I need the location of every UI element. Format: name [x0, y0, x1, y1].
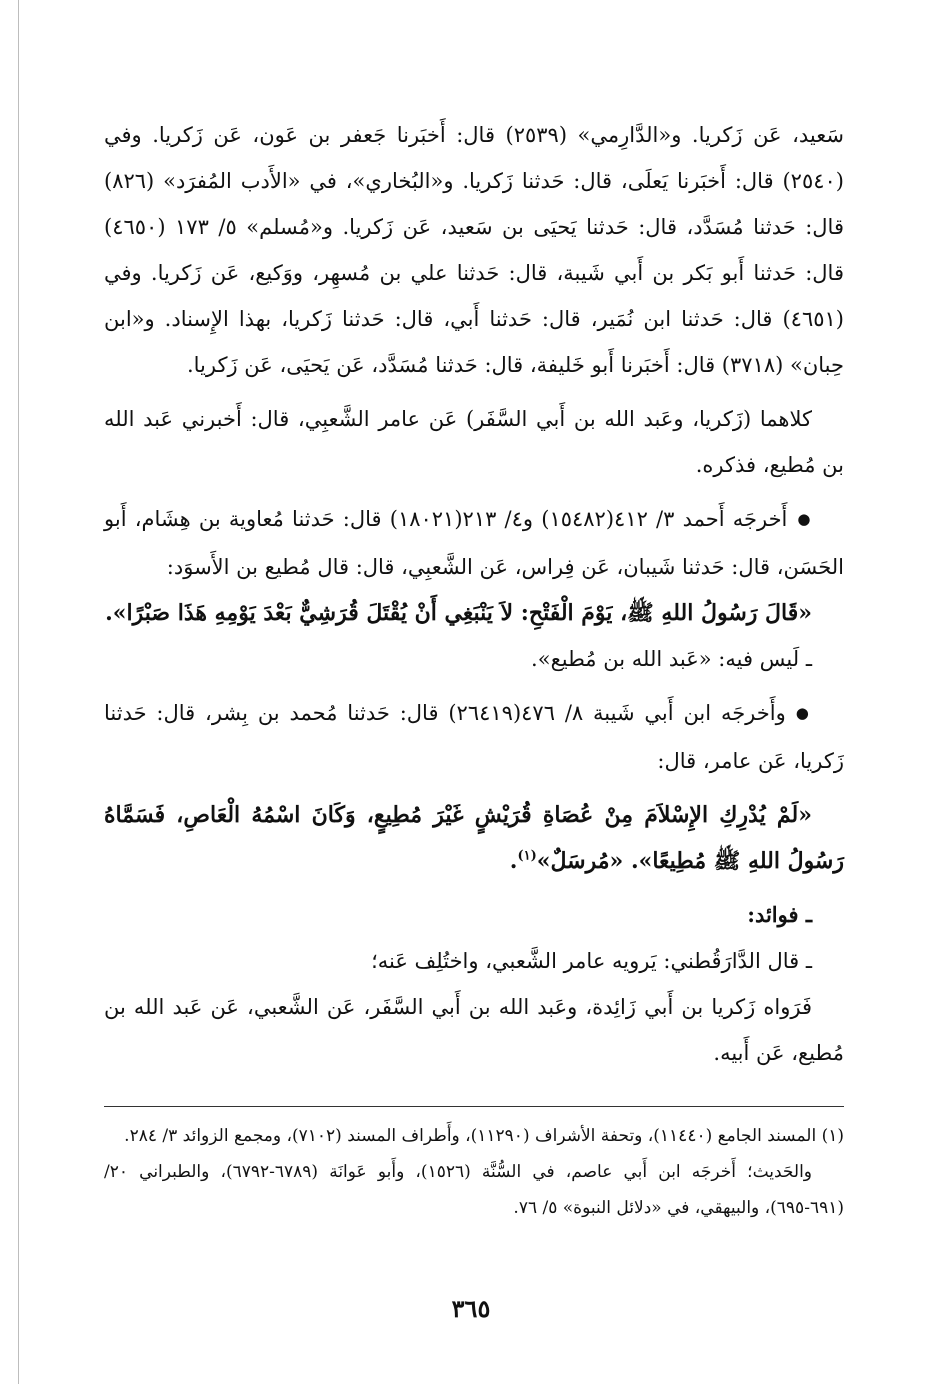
hadith-quote-fath: «قَالَ رَسُولُ اللهِ ﷺ، يَوْمَ الْفَتْحِ: لاَ يَنْبَغِي أَنْ يُقْتَلَ قُرَشِيٌّ بَعْدَ يَوْمِهِ هَذَا صَبْرًا». [105, 600, 812, 626]
hadith-quote-muti: «لَمْ يُدْرِكِ الإِسْلاَمَ مِنْ عُصَاةِ قُرَيْشٍ غَيْرَ مُطِيعٍ، وَكَانَ اسْمُهُ الْعَاصِ، فَسَمَّاهُ رَسُولُ اللهِ ﷺ مُطِيعًا». «مُرسَلٌ»$^{(١)}$. [104, 802, 844, 874]
section-heading-benefits: ـ فوائد: [747, 902, 812, 927]
paragraph-ahmad-takhrij: ● أَخرجَه أَحمد ٣/ ٤١٢(١٥٤٨٢) و٤/ ٢١٣(١٨٠٢١) قال: حَدثنا مُعاوية بن هِشَام، أَبو الحَسَن، قال: حَدثنا شَيبان، عَن فِراس، عَن الشَّعبِي، قال: قال مُطيع بن الأَسوَد: [104, 496, 844, 590]
footnotes [104, 1118, 844, 1226]
footnote-1: (١) المسند الجامع (١١٤٤٠)، وتحفة الأشراف (١١٢٩٠)، وأَطراف المسند (٧١٠٢)، ومجمع الزوائد ٣/ ٢٨٤. [124, 1126, 844, 1146]
note-not-included: ـ لَيس فيه: «عَبد الله بن مُطيع». [531, 647, 812, 671]
hadith-quote-text: «لَمْ يُدْرِكِ الإِسْلاَمَ مِنْ عُصَاةِ قُرَيْشٍ غَيْرَ مُطِيعٍ، وَكَانَ اسْمُهُ الْعَاصِ، فَسَمَّاهُ رَسُولُ اللهِ ﷺ مُطِيعًا». «مُرسَلٌ» [104, 802, 844, 874]
paragraph-riwayah: فَرَواه زَكريا بن أَبي زَائِدة، وعَبد الله بن أَبي السَّفَر، عَن الشَّعبي، عَن عَبد الله بن مُطيع، عَن أَبيه. [104, 995, 844, 1065]
page-edge-line [18, 0, 19, 1384]
paragraph-both-narrators: كلاهما (زَكريا، وعَبد الله بن أَبي السَّفَر) عَن عامر الشَّعبِي، قال: أَخبرني عَبد الله بن مُطيع، فذكره. [104, 407, 844, 477]
paragraph-isnad-chains: سَعيد، عَن زَكريا. و«الدَّارِمي» (٢٥٣٩) قال: أَخبَرنا جَعفر بن عَون، عَن زَكريا. وفي (٢٥٤٠) قال: أَخبَرنا يَعلَى، قال: حَدثنا زَكريا. و«البُخاري»، في «الأَدب المُفرَد» (٨٢٦) قال: حَدثنا مُسَدَّد، قال: حَدثنا يَحيَى بن سَعيد، عَن زَكريا. و«مُسلم» ٥/ ١٧٣ (٤٦٥٠) قال: حَدثنا أَبو بَكر بن أَبي شَيبة، قال: حَدثنا علي بن مُسهِر، ووَكيع، عَن زَكريا. وفي (٤٦٥١) قال: حَدثنا ابن نُمَير، قال: حَدثنا أَبي، قال: حَدثنا زَكريا، بهذا الإِسناد. و«ابن حِبان» (٣٧١٨) قال: أَخبَرنا أَبو خَليفة، قال: حَدثنا مُسَدَّد، عَن يَحيَى، عَن زَكريا. [104, 123, 844, 377]
paragraph-daraqutni: ـ قال الدَّارَقُطني: يَرويه عامر الشَّعبي، واختُلِف عَنه؛ [371, 949, 812, 973]
footnote-reference: (١) [517, 848, 537, 864]
paragraph-ibn-abi-shaybah: ● وأَخرجَه ابن أَبي شَيبة ٨/ ٤٧٦(٢٦٤١٩) قال: حَدثنا مُحمد بن بِشر، قال: حَدثنا زَكريا، عَن عامر، قال: [104, 690, 844, 784]
footnote-divider [104, 1106, 844, 1107]
main-text [104, 112, 844, 1076]
footnote-1-continued: والحَديث؛ أَخرجَه ابن أَبي عاصم، في السُّنَّة (١٥٢٦)، وأَبو عَوانَة (٦٧٨٩-٦٧٩٢)، والطبراني ٢٠/ (٦٩١-٦٩٥)، والبيهقي، في «دلائل النبوة» ٥/ ٧٦. [104, 1162, 844, 1218]
page-number: ٣٦٥ [451, 1294, 491, 1323]
